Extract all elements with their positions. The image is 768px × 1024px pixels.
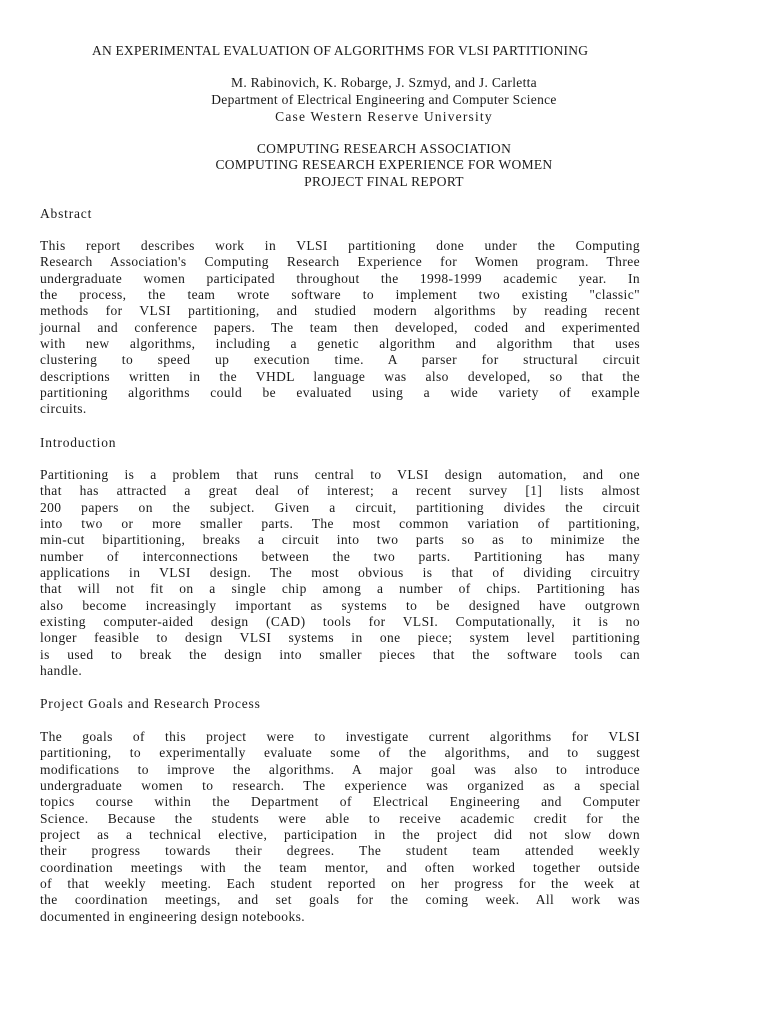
introduction-paragraph <box>40 467 640 679</box>
text-line: journal and conference papers. The team then developed, coded and experimented <box>40 319 640 335</box>
organization-line-1: COMPUTING RESEARCH ASSOCIATION <box>256 141 512 156</box>
text-line: modifications to improve the algorithms. A major goal was also to introduce <box>40 761 640 777</box>
text-line: documented in engineering design notebooks. <box>40 908 306 924</box>
text-line: their progress towards their degrees. The student team attended weekly <box>40 843 640 859</box>
text-line: that will not fit on a single chip among a number of chips. Partitioning has <box>40 581 640 597</box>
author-list: M. Rabinovich, K. Robarge, J. Szmyd, and J. Carletta <box>231 75 537 90</box>
text-line: handle. <box>40 663 83 679</box>
text-line: with new algorithms, including a genetic algorithm and algorithm that uses <box>40 336 640 352</box>
text-line: clustering to speed up execution time. A parser for structural circuit <box>40 352 640 368</box>
text-line: The goals of this project were to investigate current algorithms for VLSI <box>40 729 640 744</box>
text-line: coordination meetings with the team mentor, and often worked together outside <box>40 859 640 875</box>
text-line: Research Association's Computing Research Experience for Women program. Three <box>40 254 640 270</box>
text-line: longer feasible to design VLSI systems in one piece; system level partitioning <box>40 630 640 646</box>
organization-line-2: COMPUTING RESEARCH EXPERIENCE FOR WOMEN <box>215 157 553 172</box>
organization-line-3: PROJECT FINAL REPORT <box>304 174 464 189</box>
text-line: is used to break the design into smaller pieces that the software tools can <box>40 646 640 662</box>
text-line: of that weekly meeting. Each student reported on her progress for the week at <box>40 876 640 892</box>
text-line: 200 papers on the subject. Given a circuit, partitioning divides the circuit <box>40 499 640 515</box>
text-line: partitioning, to experimentally evaluate some of the algorithms, and to suggest <box>40 745 640 761</box>
introduction-heading: Introduction <box>40 435 117 450</box>
text-line: the process, the team wrote software to implement two existing "classic" <box>40 287 640 303</box>
text-line: undergraduate women participated throughout the 1998-1999 academic year. In <box>40 270 640 286</box>
abstract-heading: Abstract <box>40 206 93 221</box>
text-line: the coordination meetings, and set goals for the coming week. All work was <box>40 892 640 908</box>
text-line: topics course within the Department of Electrical Engineering and Computer <box>40 794 640 810</box>
text-line: Partitioning is a problem that runs central to VLSI design automation, and one <box>40 467 640 482</box>
text-line: circuits. <box>40 401 87 417</box>
goals-heading: Project Goals and Research Process <box>40 696 261 711</box>
text-line: applications in VLSI design. The most obvious is that of dividing circuitry <box>40 565 640 581</box>
text-line: that has attracted a great deal of interest; a recent survey [1] lists almost <box>40 483 640 499</box>
text-line: methods for VLSI partitioning, and studied modern algorithms by reading recent <box>40 303 640 319</box>
text-line: undergraduate women to research. The experience was organized as a special <box>40 778 640 794</box>
text-line: into two or more smaller parts. The most common variation of partitioning, <box>40 516 640 532</box>
text-line: Science. Because the students were able to receive academic credit for the <box>40 810 640 826</box>
paper-title: AN EXPERIMENTAL EVALUATION OF ALGORITHMS FOR VLSI PARTITIONING <box>92 43 589 58</box>
abstract-paragraph <box>40 238 640 418</box>
text-line: descriptions written in the VHDL language was also developed, so that the <box>40 368 640 384</box>
text-line: number of interconnections between the two parts. Partitioning has many <box>40 548 640 564</box>
text-line: existing computer-aided design (CAD) tools for VLSI. Computationally, it is no <box>40 614 640 630</box>
text-line: min-cut bipartitioning, breaks a circuit into two parts so as to minimize the <box>40 532 640 548</box>
university-affiliation: Case Western Reserve University <box>275 109 493 124</box>
text-line: project as a technical elective, participation in the project did not slow down <box>40 827 640 843</box>
department-affiliation: Department of Electrical Engineering and Computer Science <box>211 92 557 107</box>
text-line: also become increasingly important as systems to be designed have outgrown <box>40 597 640 613</box>
text-line: This report describes work in VLSI partitioning done under the Computing <box>40 238 640 253</box>
goals-paragraph <box>40 729 640 925</box>
text-line: partitioning algorithms could be evaluated using a wide variety of example <box>40 385 640 401</box>
